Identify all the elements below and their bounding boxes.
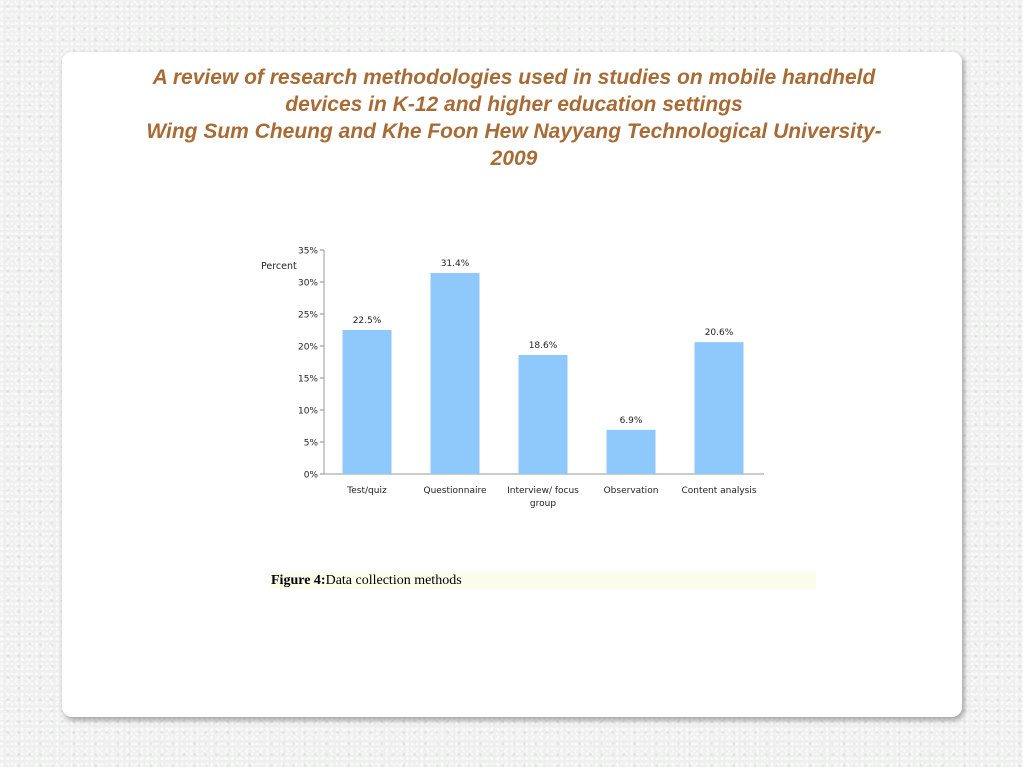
x-tick-label-3: group [529, 499, 557, 509]
figure-caption [271, 572, 816, 589]
bar-1 [343, 330, 392, 474]
title-line-1: A review of research methodologies used in studies on mobile handheld [152, 66, 876, 89]
data-label-2: 31.4% [440, 259, 470, 270]
y-tick-label: 5% [303, 438, 318, 449]
bar-chart [254, 238, 770, 522]
x-tick-label-5: Content analysis [681, 486, 757, 496]
bar-3 [519, 355, 568, 474]
y-tick-label: 15% [297, 374, 318, 385]
y-axis-label: Percent [261, 261, 297, 272]
title-line-3: Wing Sum Cheung and Khe Foon Hew Nayyang Technological University- [146, 120, 882, 143]
y-tick-label: 20% [297, 342, 318, 353]
caption-text: Data collection methods [325, 573, 462, 588]
bar-2 [431, 273, 480, 474]
bar-4 [607, 430, 656, 474]
y-tick-label: 10% [297, 406, 318, 417]
bar-5 [695, 342, 744, 474]
x-tick-label-4: Observation [603, 486, 659, 496]
data-label-5: 20.6% [704, 328, 734, 339]
slide-title [40, 64, 988, 172]
title-line-2: devices in K-12 and higher education settings [285, 93, 743, 116]
data-label-3: 18.6% [528, 340, 558, 351]
x-tick-label-1: Test/quiz [347, 486, 387, 496]
y-tick-label: 30% [297, 278, 318, 289]
y-tick-label: 0% [303, 470, 318, 481]
x-tick-label-3: Interview/ focus [507, 486, 579, 496]
data-label-1: 22.5% [352, 316, 382, 326]
chart-svg [254, 238, 770, 522]
data-label-4: 6.9% [619, 415, 643, 426]
y-tick-label: 25% [297, 310, 318, 321]
x-tick-label-2: Questionnaire [423, 486, 487, 496]
caption-label: Figure 4: [271, 573, 326, 588]
title-line-4: 2009 [490, 147, 538, 170]
y-tick-label: 35% [297, 246, 318, 257]
